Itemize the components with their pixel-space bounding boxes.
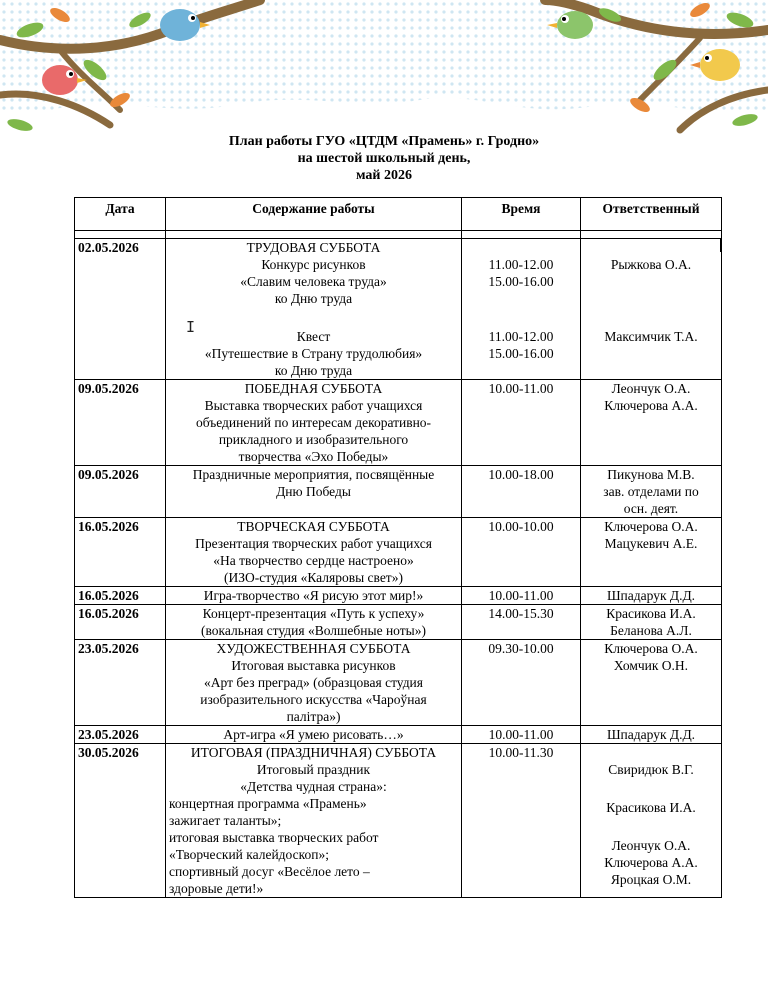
content-line: (ИЗО-студия «Каляровы свет») <box>224 570 403 585</box>
document-title <box>0 133 768 184</box>
responsible-line: Ключерова А.А. <box>604 855 698 870</box>
text-cursor-icon: I <box>186 318 196 336</box>
table-row <box>75 605 722 640</box>
spacer <box>584 239 718 256</box>
responsible-cell <box>581 640 722 726</box>
subtitle-line: май 2026 <box>355 168 412 183</box>
event-heading: ТРУДОВАЯ СУББОТА <box>246 240 381 255</box>
event-heading: ХУДОЖЕСТВЕННАЯ СУББОТА <box>216 641 411 656</box>
event-heading: ТВОРЧЕСКАЯ СУББОТА <box>237 519 390 534</box>
content-line: Итоговый праздник <box>256 762 371 777</box>
content-line: зажигает таланты»; <box>169 813 282 828</box>
date-cell: 23.05.2026 <box>75 726 166 744</box>
content-line: концертная программа «Прамень» <box>169 796 367 811</box>
content-line: Квест <box>296 329 331 344</box>
content-line: ко Дню труда <box>274 363 353 378</box>
responsible-line: Шпадарук Д.Д. <box>606 727 696 742</box>
spacer <box>584 778 718 799</box>
time-line: 11.00-12.00 <box>488 329 554 344</box>
spacer <box>465 307 577 328</box>
content-line: Игра-творчество «Я рисую этот мир!» <box>203 588 424 603</box>
content-line: ко Дню труда <box>274 291 353 306</box>
responsible-line: Ключерова О.А. <box>604 519 698 534</box>
responsible-line: Хомчик О.Н. <box>613 658 689 673</box>
content-line: изобразительного искусства «Чароўная <box>200 692 427 707</box>
time-cell <box>462 380 581 466</box>
responsible-cell <box>581 518 722 587</box>
content-cell <box>166 744 462 898</box>
content-line: Дню Победы <box>276 484 351 499</box>
table-header-row <box>75 198 722 231</box>
table-row <box>75 726 722 744</box>
table-row <box>75 518 722 587</box>
time-cell <box>462 744 581 898</box>
column-header: Ответственный <box>581 198 722 231</box>
responsible-line: Ключерова А.А. <box>604 398 698 413</box>
date-cell: 09.05.2026 <box>75 380 166 466</box>
content-line: Концерт-презентация «Путь к успеху» <box>202 606 425 621</box>
content-cell <box>166 605 462 640</box>
table-row <box>75 587 722 605</box>
time-line: 10.00-18.00 <box>488 467 554 482</box>
time-cell <box>462 726 581 744</box>
time-cell <box>462 587 581 605</box>
time-cell <box>462 466 581 518</box>
content-line: (вокальная студия «Волшебные ноты») <box>201 623 426 638</box>
time-line: 15.00-16.00 <box>488 274 554 289</box>
time-cell <box>462 640 581 726</box>
content-cell <box>166 380 462 466</box>
responsible-cell <box>581 380 722 466</box>
spacer <box>465 290 577 307</box>
content-line: «Детства чудная страна»: <box>240 779 387 794</box>
date-cell: 16.05.2026 <box>75 518 166 587</box>
content-line: «Славим человека труда» <box>240 274 387 289</box>
time-line: 10.00-10.00 <box>488 519 554 534</box>
time-line: 11.00-12.00 <box>488 257 554 272</box>
date-cell: 16.05.2026 <box>75 587 166 605</box>
spacer <box>584 290 718 307</box>
table-row <box>75 380 722 466</box>
content-line: спортивный досуг «Весёлое лето – <box>169 864 370 879</box>
content-line: «Творческий калейдоскоп»; <box>169 847 329 862</box>
time-line: 10.00-11.00 <box>488 381 554 396</box>
time-cell <box>462 518 581 587</box>
column-header: Время <box>462 198 581 231</box>
responsible-line: Леончук О.А. <box>611 381 691 396</box>
responsible-cell <box>581 605 722 640</box>
content-cell <box>166 726 462 744</box>
responsible-line: Красикова И.А. <box>606 800 696 815</box>
responsible-line: Рыжкова О.А. <box>610 257 692 272</box>
spacer <box>169 307 458 328</box>
content-line: прикладного и изобразительного <box>218 432 409 447</box>
time-cell <box>462 605 581 640</box>
content-cell <box>166 518 462 587</box>
subtitle-line: на шестой школьный день, <box>297 151 471 166</box>
responsible-cell <box>581 239 722 380</box>
content-line: творчества «Эхо Победы» <box>238 449 389 464</box>
responsible-cell <box>581 466 722 518</box>
content-line: объединений по интересам декоративно- <box>195 415 432 430</box>
content-line: Выставка творческих работ учащихся <box>204 398 423 413</box>
gap-cell <box>462 231 581 239</box>
responsible-line: Леончук О.А. <box>611 838 691 853</box>
responsible-line: зав. отделами по <box>603 484 699 499</box>
responsible-line: Максимчик Т.А. <box>604 329 698 344</box>
responsible-cell <box>581 744 722 898</box>
content-cell <box>166 587 462 605</box>
gap-cell <box>75 231 166 239</box>
content-line: итоговая выставка творческих работ <box>169 830 379 845</box>
time-line: 10.00-11.00 <box>488 727 554 742</box>
content-cell <box>166 466 462 518</box>
date-cell: 23.05.2026 <box>75 640 166 726</box>
event-heading: ИТОГОВАЯ (ПРАЗДНИЧНАЯ) СУББОТА <box>190 745 437 760</box>
table-row <box>75 466 722 518</box>
content-line: Арт-игра «Я умею рисовать…» <box>223 727 404 742</box>
time-line: 10.00-11.00 <box>488 588 554 603</box>
time-line: 15.00-16.00 <box>488 346 554 361</box>
responsible-line: Шпадарук Д.Д. <box>606 588 696 603</box>
responsible-line: Красикова И.А. <box>606 606 696 621</box>
time-line: 14.00-15.30 <box>488 606 554 621</box>
content-cell <box>166 640 462 726</box>
column-header: Содержание работы <box>166 198 462 231</box>
responsible-line: Яроцкая О.М. <box>610 872 692 887</box>
responsible-line: Пикунова М.В. <box>607 467 695 482</box>
time-cell <box>462 239 581 380</box>
date-cell: 02.05.2026 <box>75 239 166 380</box>
plan-table <box>74 197 722 898</box>
content-line: Презентация творческих работ учащихся <box>195 536 432 551</box>
time-line: 10.00-11.30 <box>488 745 554 760</box>
responsible-line: Беланова А.Л. <box>610 623 692 638</box>
gap-cell <box>166 231 462 239</box>
responsible-line: Свиридюк В.Г. <box>608 762 694 777</box>
event-heading: ПОБЕДНАЯ СУББОТА <box>244 381 383 396</box>
responsible-cell <box>581 587 722 605</box>
program-list <box>169 795 458 897</box>
content-line: Конкурс рисунков <box>261 257 366 272</box>
content-line: «Арт без преград» (образцовая студия <box>204 675 423 690</box>
responsible-line: Мацукевич А.Е. <box>604 536 698 551</box>
spacer <box>584 273 718 290</box>
date-cell: 09.05.2026 <box>75 466 166 518</box>
content-line: «На творчество сердце настроено» <box>213 553 414 568</box>
table-row <box>75 239 722 380</box>
content-line: Праздничные мероприятия, посвящённые <box>192 467 435 482</box>
content-line: Итоговая выставка рисунков <box>231 658 396 673</box>
content-cell <box>166 239 462 380</box>
insertion-caret <box>720 238 722 252</box>
birds-branches-illustration <box>0 0 768 150</box>
spacer <box>465 239 577 256</box>
column-header: Дата <box>75 198 166 231</box>
content-line: палітра») <box>286 709 341 724</box>
date-cell: 16.05.2026 <box>75 605 166 640</box>
content-line: «Путешествие в Страну трудолюбия» <box>204 346 423 361</box>
title-line: План работы ГУО «ЦТДМ «Прамень» г. Гродно» <box>228 134 540 149</box>
table-row <box>75 744 722 898</box>
spacer <box>584 307 718 328</box>
responsible-line: осн. деят. <box>623 501 679 516</box>
content-line: здоровые дети!» <box>169 881 264 896</box>
responsible-line: Ключерова О.А. <box>604 641 698 656</box>
table-row <box>75 640 722 726</box>
date-cell: 30.05.2026 <box>75 744 166 898</box>
time-line: 09.30-10.00 <box>488 641 554 656</box>
spacer <box>584 816 718 837</box>
decorative-banner <box>0 0 768 150</box>
spacer <box>584 744 718 761</box>
gap-cell <box>581 231 722 239</box>
responsible-cell <box>581 726 722 744</box>
header-gap-row <box>75 231 722 239</box>
